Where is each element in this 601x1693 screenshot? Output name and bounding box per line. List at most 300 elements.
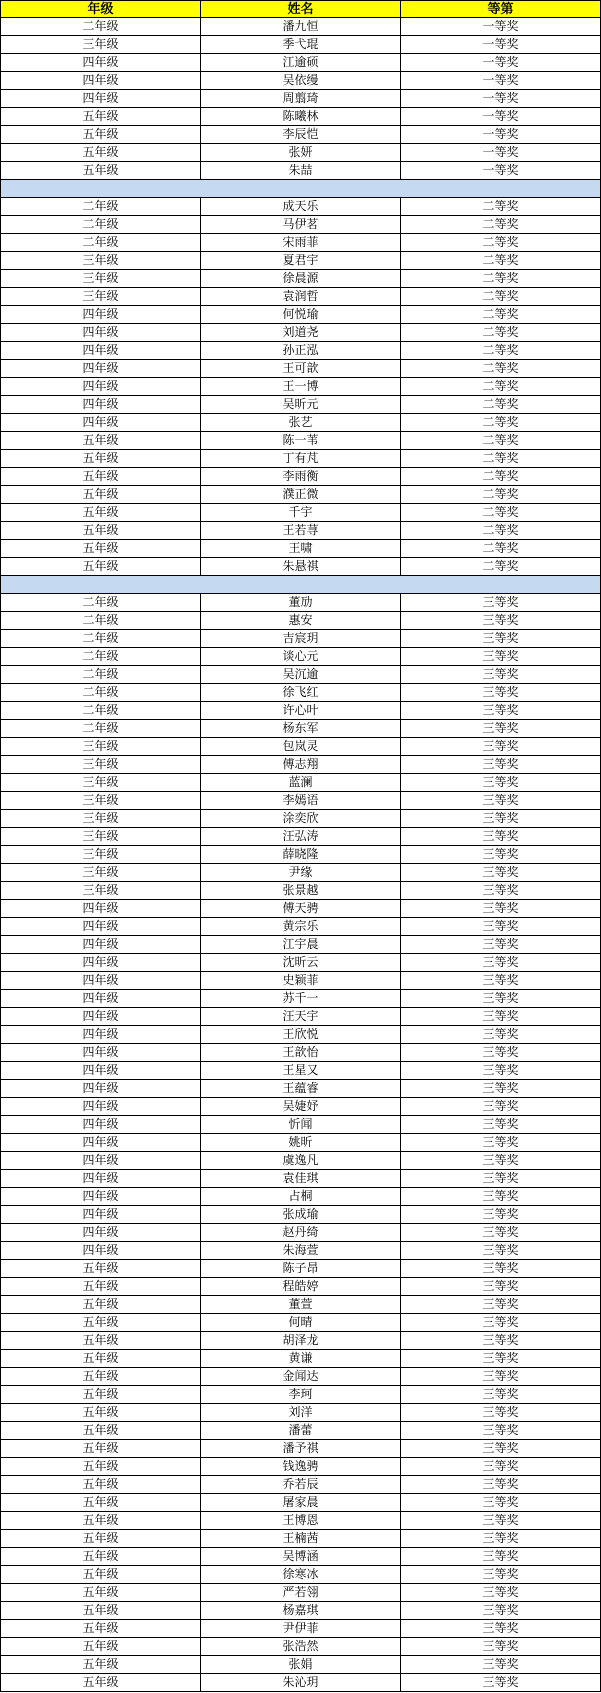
name-cell[interactable]: 许心叶 <box>200 702 400 719</box>
name-cell[interactable]: 丁有芃 <box>200 450 400 467</box>
grade-cell[interactable]: 四年级 <box>0 1098 200 1115</box>
grade-cell[interactable]: 四年级 <box>0 324 200 341</box>
award-cell[interactable]: 三等奖 <box>400 1512 601 1529</box>
grade-cell[interactable]: 五年级 <box>0 1512 200 1529</box>
table-row <box>0 558 601 576</box>
table-row <box>0 162 601 180</box>
award-cell[interactable]: 三等奖 <box>400 720 601 737</box>
award-cell[interactable]: 三等奖 <box>400 1350 601 1367</box>
grade-cell[interactable]: 五年级 <box>0 126 200 143</box>
award-cell[interactable]: 三等奖 <box>400 1116 601 1133</box>
name-cell[interactable]: 占桐 <box>200 1188 400 1205</box>
grade-cell[interactable]: 五年级 <box>0 1440 200 1457</box>
grade-cell[interactable]: 五年级 <box>0 1422 200 1439</box>
name-cell[interactable]: 尹伊菲 <box>200 1620 400 1637</box>
table-body <box>0 18 601 1692</box>
award-cell[interactable]: 三等奖 <box>400 1152 601 1169</box>
award-cell[interactable]: 三等奖 <box>400 1062 601 1079</box>
name-cell[interactable]: 潘蕾 <box>200 1422 400 1439</box>
award-cell[interactable]: 三等奖 <box>400 990 601 1007</box>
award-cell[interactable]: 一等奖 <box>400 126 601 143</box>
award-cell[interactable]: 三等奖 <box>400 1458 601 1475</box>
grade-cell[interactable]: 五年级 <box>0 1404 200 1421</box>
name-cell[interactable]: 吴博涵 <box>200 1548 400 1565</box>
award-cell[interactable]: 三等奖 <box>400 900 601 917</box>
grade-cell[interactable]: 五年级 <box>0 522 200 539</box>
name-cell[interactable]: 吴婕妤 <box>200 1098 400 1115</box>
award-cell[interactable]: 三等奖 <box>400 1368 601 1385</box>
name-cell[interactable]: 钱逸骋 <box>200 1458 400 1475</box>
grade-cell[interactable]: 四年级 <box>0 342 200 359</box>
name-cell[interactable]: 王一博 <box>200 378 400 395</box>
name-cell[interactable]: 千宇 <box>200 504 400 521</box>
grade-cell[interactable]: 四年级 <box>0 1224 200 1241</box>
table-row <box>0 900 601 918</box>
name-cell[interactable]: 谈心元 <box>200 648 400 665</box>
name-cell[interactable]: 朱喆 <box>200 162 400 179</box>
award-cell[interactable]: 三等奖 <box>400 1260 601 1277</box>
award-cell[interactable]: 三等奖 <box>400 1134 601 1151</box>
name-cell[interactable]: 王博恩 <box>200 1512 400 1529</box>
name-cell[interactable]: 涂奕欣 <box>200 810 400 827</box>
name-cell[interactable]: 杨嘉琪 <box>200 1602 400 1619</box>
name-cell[interactable]: 刘道尧 <box>200 324 400 341</box>
award-cell[interactable]: 三等奖 <box>400 1206 601 1223</box>
award-cell[interactable]: 三等奖 <box>400 972 601 989</box>
name-cell[interactable]: 胡泽龙 <box>200 1332 400 1349</box>
name-cell[interactable]: 杨东军 <box>200 720 400 737</box>
name-cell[interactable]: 张景越 <box>200 882 400 899</box>
grade-cell[interactable]: 二年级 <box>0 198 200 215</box>
header-award[interactable]: 等第 <box>400 1 601 17</box>
award-cell[interactable]: 三等奖 <box>400 1638 601 1655</box>
award-cell[interactable]: 三等奖 <box>400 648 601 665</box>
award-cell[interactable]: 三等奖 <box>400 1188 601 1205</box>
table-row <box>0 468 601 486</box>
award-cell[interactable]: 一等奖 <box>400 72 601 89</box>
grade-cell[interactable]: 五年级 <box>0 450 200 467</box>
award-cell[interactable]: 一等奖 <box>400 36 601 53</box>
grade-cell[interactable]: 四年级 <box>0 1026 200 1043</box>
grade-cell[interactable]: 四年级 <box>0 1170 200 1187</box>
grade-cell[interactable]: 三年级 <box>0 270 200 287</box>
grade-cell[interactable]: 三年级 <box>0 774 200 791</box>
grade-cell[interactable]: 五年级 <box>0 1260 200 1277</box>
table-row <box>0 1170 601 1188</box>
award-cell[interactable]: 二等奖 <box>400 216 601 233</box>
grade-cell[interactable]: 三年级 <box>0 738 200 755</box>
award-cell[interactable]: 三等奖 <box>400 882 601 899</box>
grade-cell[interactable]: 二年级 <box>0 720 200 737</box>
table-header-row <box>0 0 601 18</box>
grade-cell[interactable]: 四年级 <box>0 1062 200 1079</box>
grade-cell[interactable]: 三年级 <box>0 810 200 827</box>
award-cell[interactable]: 三等奖 <box>400 1566 601 1583</box>
award-cell[interactable]: 三等奖 <box>400 1602 601 1619</box>
grade-cell[interactable]: 五年级 <box>0 1386 200 1403</box>
award-cell[interactable]: 三等奖 <box>400 1404 601 1421</box>
name-cell[interactable]: 周翦琦 <box>200 90 400 107</box>
award-cell[interactable]: 三等奖 <box>400 1008 601 1025</box>
grade-cell[interactable]: 四年级 <box>0 1152 200 1169</box>
grade-cell[interactable]: 三年级 <box>0 36 200 53</box>
award-cell[interactable]: 三等奖 <box>400 918 601 935</box>
table-row <box>0 684 601 702</box>
name-cell[interactable]: 张成瑜 <box>200 1206 400 1223</box>
name-cell[interactable]: 乔若辰 <box>200 1476 400 1493</box>
grade-cell[interactable]: 五年级 <box>0 1332 200 1349</box>
grade-cell[interactable]: 三年级 <box>0 252 200 269</box>
award-cell[interactable]: 二等奖 <box>400 414 601 431</box>
award-cell[interactable]: 三等奖 <box>400 810 601 827</box>
award-cell[interactable]: 二等奖 <box>400 198 601 215</box>
grade-cell[interactable]: 五年级 <box>0 1476 200 1493</box>
name-cell[interactable]: 蓝澜 <box>200 774 400 791</box>
grade-cell[interactable]: 四年级 <box>0 1206 200 1223</box>
award-cell[interactable]: 二等奖 <box>400 342 601 359</box>
grade-cell[interactable]: 五年级 <box>0 558 200 575</box>
award-cell[interactable]: 三等奖 <box>400 1314 601 1331</box>
name-cell[interactable]: 苏千一 <box>200 990 400 1007</box>
award-cell[interactable]: 二等奖 <box>400 360 601 377</box>
grade-cell[interactable]: 四年级 <box>0 54 200 71</box>
award-cell[interactable]: 三等奖 <box>400 828 601 845</box>
name-cell[interactable]: 濮正微 <box>200 486 400 503</box>
award-cell[interactable]: 三等奖 <box>400 846 601 863</box>
name-cell[interactable]: 汪弘涛 <box>200 828 400 845</box>
award-cell[interactable]: 二等奖 <box>400 504 601 521</box>
name-cell[interactable]: 尹缘 <box>200 864 400 881</box>
name-cell[interactable]: 黄谦 <box>200 1350 400 1367</box>
name-cell[interactable]: 董萱 <box>200 1296 400 1313</box>
grade-cell[interactable]: 二年级 <box>0 666 200 683</box>
grade-cell[interactable]: 二年级 <box>0 594 200 611</box>
grade-cell[interactable]: 四年级 <box>0 1242 200 1259</box>
name-cell[interactable]: 吴依缦 <box>200 72 400 89</box>
section-separator <box>0 576 601 594</box>
grade-cell[interactable]: 四年级 <box>0 1116 200 1133</box>
name-cell[interactable]: 李辰恺 <box>200 126 400 143</box>
grade-cell[interactable]: 三年级 <box>0 792 200 809</box>
award-cell[interactable]: 三等奖 <box>400 1098 601 1115</box>
award-cell[interactable]: 三等奖 <box>400 1530 601 1547</box>
name-cell[interactable]: 赵丹绮 <box>200 1224 400 1241</box>
award-cell[interactable]: 三等奖 <box>400 1476 601 1493</box>
award-cell[interactable]: 二等奖 <box>400 522 601 539</box>
name-cell[interactable]: 江宇晨 <box>200 936 400 953</box>
award-cell[interactable]: 二等奖 <box>400 234 601 251</box>
award-cell[interactable]: 三等奖 <box>400 684 601 701</box>
name-cell[interactable]: 何晴 <box>200 1314 400 1331</box>
table-row <box>0 1368 601 1386</box>
name-cell[interactable]: 程皓婷 <box>200 1278 400 1295</box>
grade-cell[interactable]: 四年级 <box>0 1080 200 1097</box>
name-cell[interactable]: 成天乐 <box>200 198 400 215</box>
award-cell[interactable]: 三等奖 <box>400 1620 601 1637</box>
award-cell[interactable]: 三等奖 <box>400 702 601 719</box>
grade-cell[interactable]: 五年级 <box>0 162 200 179</box>
name-cell[interactable]: 徐寒冰 <box>200 1566 400 1583</box>
name-cell[interactable]: 季弋琨 <box>200 36 400 53</box>
name-cell[interactable]: 黄宗乐 <box>200 918 400 935</box>
name-cell[interactable]: 傅志翔 <box>200 756 400 773</box>
grade-cell[interactable]: 五年级 <box>0 1278 200 1295</box>
table-row <box>0 234 601 252</box>
name-cell[interactable]: 张艺 <box>200 414 400 431</box>
grade-cell[interactable]: 二年级 <box>0 648 200 665</box>
name-cell[interactable]: 朱悬祺 <box>200 558 400 575</box>
table-row <box>0 126 601 144</box>
award-cell[interactable]: 三等奖 <box>400 1242 601 1259</box>
name-cell[interactable]: 王啸 <box>200 540 400 557</box>
name-cell[interactable]: 王蕴睿 <box>200 1080 400 1097</box>
award-cell[interactable]: 一等奖 <box>400 54 601 71</box>
grade-cell[interactable]: 五年级 <box>0 1296 200 1313</box>
grade-cell[interactable]: 五年级 <box>0 540 200 557</box>
award-cell[interactable]: 三等奖 <box>400 936 601 953</box>
award-cell[interactable]: 三等奖 <box>400 1548 601 1565</box>
grade-cell[interactable]: 五年级 <box>0 1314 200 1331</box>
grade-cell[interactable]: 四年级 <box>0 306 200 323</box>
name-cell[interactable]: 陈子昂 <box>200 1260 400 1277</box>
name-cell[interactable]: 史颖菲 <box>200 972 400 989</box>
grade-cell[interactable]: 四年级 <box>0 990 200 1007</box>
name-cell[interactable]: 宋雨菲 <box>200 234 400 251</box>
grade-cell[interactable]: 三年级 <box>0 828 200 845</box>
grade-cell[interactable]: 三年级 <box>0 756 200 773</box>
grade-cell[interactable]: 二年级 <box>0 630 200 647</box>
grade-cell[interactable]: 二年级 <box>0 612 200 629</box>
award-cell[interactable]: 三等奖 <box>400 1440 601 1457</box>
grade-cell[interactable]: 二年级 <box>0 702 200 719</box>
award-cell[interactable]: 三等奖 <box>400 954 601 971</box>
grade-cell[interactable]: 四年级 <box>0 972 200 989</box>
award-cell[interactable]: 一等奖 <box>400 162 601 179</box>
name-cell[interactable]: 袁佳琪 <box>200 1170 400 1187</box>
grade-cell[interactable]: 五年级 <box>0 1656 200 1673</box>
header-name[interactable]: 姓名 <box>200 1 400 17</box>
award-cell[interactable]: 三等奖 <box>400 1332 601 1349</box>
grade-cell[interactable]: 五年级 <box>0 1548 200 1565</box>
award-cell[interactable]: 二等奖 <box>400 396 601 413</box>
grade-cell[interactable]: 二年级 <box>0 684 200 701</box>
name-cell[interactable]: 潘予祺 <box>200 1440 400 1457</box>
header-grade[interactable]: 年级 <box>0 1 200 17</box>
grade-cell[interactable]: 五年级 <box>0 1584 200 1601</box>
name-cell[interactable]: 刘洋 <box>200 1404 400 1421</box>
grade-cell[interactable]: 五年级 <box>0 1674 200 1691</box>
grade-cell[interactable]: 五年级 <box>0 1530 200 1547</box>
grade-cell[interactable]: 五年级 <box>0 144 200 161</box>
grade-cell[interactable]: 二年级 <box>0 234 200 251</box>
grade-cell[interactable]: 五年级 <box>0 486 200 503</box>
name-cell[interactable]: 惠安 <box>200 612 400 629</box>
name-cell[interactable]: 陈曦林 <box>200 108 400 125</box>
table-row <box>0 1008 601 1026</box>
award-cell[interactable]: 二等奖 <box>400 540 601 557</box>
award-cell[interactable]: 二等奖 <box>400 324 601 341</box>
name-cell[interactable]: 王楠茜 <box>200 1530 400 1547</box>
award-cell[interactable]: 三等奖 <box>400 1584 601 1601</box>
award-cell[interactable]: 一等奖 <box>400 18 601 35</box>
award-cell[interactable]: 一等奖 <box>400 90 601 107</box>
name-cell[interactable]: 虞逸凡 <box>200 1152 400 1169</box>
grade-cell[interactable]: 五年级 <box>0 504 200 521</box>
name-cell[interactable]: 孙正泓 <box>200 342 400 359</box>
grade-cell[interactable]: 四年级 <box>0 396 200 413</box>
name-cell[interactable]: 徐飞红 <box>200 684 400 701</box>
name-cell[interactable]: 王若荨 <box>200 522 400 539</box>
award-cell[interactable]: 二等奖 <box>400 306 601 323</box>
name-cell[interactable]: 潘九恒 <box>200 18 400 35</box>
award-cell[interactable]: 二等奖 <box>400 252 601 269</box>
table-row <box>0 1656 601 1674</box>
name-cell[interactable]: 包岚灵 <box>200 738 400 755</box>
award-cell[interactable]: 三等奖 <box>400 1296 601 1313</box>
award-cell[interactable]: 三等奖 <box>400 1278 601 1295</box>
grade-cell[interactable]: 三年级 <box>0 882 200 899</box>
table-row <box>0 1494 601 1512</box>
table-row <box>0 702 601 720</box>
award-cell[interactable]: 三等奖 <box>400 1044 601 1061</box>
name-cell[interactable]: 王可歆 <box>200 360 400 377</box>
award-cell[interactable]: 二等奖 <box>400 486 601 503</box>
name-cell[interactable]: 袁润哲 <box>200 288 400 305</box>
grade-cell[interactable]: 四年级 <box>0 414 200 431</box>
award-cell[interactable]: 三等奖 <box>400 792 601 809</box>
name-cell[interactable]: 王星又 <box>200 1062 400 1079</box>
name-cell[interactable]: 张娟 <box>200 1656 400 1673</box>
grade-cell[interactable]: 三年级 <box>0 846 200 863</box>
grade-cell[interactable]: 四年级 <box>0 360 200 377</box>
grade-cell[interactable]: 三年级 <box>0 288 200 305</box>
grade-cell[interactable]: 五年级 <box>0 1620 200 1637</box>
name-cell[interactable]: 朱海萱 <box>200 1242 400 1259</box>
award-cell[interactable]: 二等奖 <box>400 558 601 575</box>
grade-cell[interactable]: 四年级 <box>0 378 200 395</box>
name-cell[interactable]: 董劢 <box>200 594 400 611</box>
name-cell[interactable]: 严若翎 <box>200 1584 400 1601</box>
award-cell[interactable]: 二等奖 <box>400 450 601 467</box>
grade-cell[interactable]: 五年级 <box>0 1638 200 1655</box>
grade-cell[interactable]: 五年级 <box>0 1602 200 1619</box>
name-cell[interactable]: 张妍 <box>200 144 400 161</box>
name-cell[interactable]: 王欣悦 <box>200 1026 400 1043</box>
name-cell[interactable]: 汪天宇 <box>200 1008 400 1025</box>
name-cell[interactable]: 吴沉逾 <box>200 666 400 683</box>
name-cell[interactable]: 沈昕云 <box>200 954 400 971</box>
grade-cell[interactable]: 四年级 <box>0 90 200 107</box>
grade-cell[interactable]: 四年级 <box>0 936 200 953</box>
award-cell[interactable]: 二等奖 <box>400 270 601 287</box>
grade-cell[interactable]: 五年级 <box>0 1458 200 1475</box>
name-cell[interactable]: 傅天骋 <box>200 900 400 917</box>
award-cell[interactable]: 三等奖 <box>400 864 601 881</box>
award-cell[interactable]: 二等奖 <box>400 288 601 305</box>
table-row <box>0 810 601 828</box>
award-cell[interactable]: 三等奖 <box>400 1674 601 1691</box>
table-row <box>0 1638 601 1656</box>
name-cell[interactable]: 薛晓隆 <box>200 846 400 863</box>
name-cell[interactable]: 李嫣语 <box>200 792 400 809</box>
table-row <box>0 1116 601 1134</box>
name-cell[interactable]: 陈一苇 <box>200 432 400 449</box>
grade-cell[interactable]: 三年级 <box>0 864 200 881</box>
table-row <box>0 1404 601 1422</box>
name-cell[interactable]: 徐晨源 <box>200 270 400 287</box>
award-cell[interactable]: 三等奖 <box>400 594 601 611</box>
award-cell[interactable]: 三等奖 <box>400 1422 601 1439</box>
name-cell[interactable]: 李雨衡 <box>200 468 400 485</box>
grade-cell[interactable]: 四年级 <box>0 1008 200 1025</box>
grade-cell[interactable]: 五年级 <box>0 1494 200 1511</box>
name-cell[interactable]: 王歆怡 <box>200 1044 400 1061</box>
grade-cell[interactable]: 四年级 <box>0 918 200 935</box>
grade-cell[interactable]: 五年级 <box>0 108 200 125</box>
grade-cell[interactable]: 四年级 <box>0 1134 200 1151</box>
grade-cell[interactable]: 二年级 <box>0 18 200 35</box>
grade-cell[interactable]: 四年级 <box>0 954 200 971</box>
grade-cell[interactable]: 五年级 <box>0 1368 200 1385</box>
table-row <box>0 1674 601 1692</box>
award-cell[interactable]: 三等奖 <box>400 756 601 773</box>
name-cell[interactable]: 江逾硕 <box>200 54 400 71</box>
award-cell[interactable]: 三等奖 <box>400 1026 601 1043</box>
award-cell[interactable]: 三等奖 <box>400 612 601 629</box>
award-cell[interactable]: 三等奖 <box>400 1224 601 1241</box>
award-cell[interactable]: 三等奖 <box>400 1386 601 1403</box>
name-cell[interactable]: 金闻达 <box>200 1368 400 1385</box>
name-cell[interactable]: 夏君宇 <box>200 252 400 269</box>
table-row <box>0 882 601 900</box>
award-cell[interactable]: 三等奖 <box>400 1080 601 1097</box>
table-row <box>0 720 601 738</box>
grade-cell[interactable]: 四年级 <box>0 900 200 917</box>
grade-cell[interactable]: 四年级 <box>0 1188 200 1205</box>
award-cell[interactable]: 三等奖 <box>400 1656 601 1673</box>
name-cell[interactable]: 忻闻 <box>200 1116 400 1133</box>
name-cell[interactable]: 张浩然 <box>200 1638 400 1655</box>
award-cell[interactable]: 三等奖 <box>400 1494 601 1511</box>
grade-cell[interactable]: 五年级 <box>0 468 200 485</box>
award-cell[interactable]: 三等奖 <box>400 738 601 755</box>
name-cell[interactable]: 吉宸玥 <box>200 630 400 647</box>
name-cell[interactable]: 吴昕元 <box>200 396 400 413</box>
grade-cell[interactable]: 五年级 <box>0 432 200 449</box>
award-cell[interactable]: 二等奖 <box>400 468 601 485</box>
name-cell[interactable]: 屠家晨 <box>200 1494 400 1511</box>
award-cell[interactable]: 三等奖 <box>400 630 601 647</box>
name-cell[interactable]: 朱沁玥 <box>200 1674 400 1691</box>
name-cell[interactable]: 马伊茗 <box>200 216 400 233</box>
award-cell[interactable]: 三等奖 <box>400 1170 601 1187</box>
award-cell[interactable]: 三等奖 <box>400 666 601 683</box>
name-cell[interactable]: 何悦瑜 <box>200 306 400 323</box>
award-cell[interactable]: 二等奖 <box>400 378 601 395</box>
grade-cell[interactable]: 二年级 <box>0 216 200 233</box>
grade-cell[interactable]: 五年级 <box>0 1350 200 1367</box>
table-row <box>0 990 601 1008</box>
name-cell[interactable]: 李珂 <box>200 1386 400 1403</box>
award-cell[interactable]: 一等奖 <box>400 144 601 161</box>
grade-cell[interactable]: 五年级 <box>0 1566 200 1583</box>
grade-cell[interactable]: 四年级 <box>0 72 200 89</box>
grade-cell[interactable]: 四年级 <box>0 1044 200 1061</box>
award-cell[interactable]: 三等奖 <box>400 774 601 791</box>
name-cell[interactable]: 姚昕 <box>200 1134 400 1151</box>
award-cell[interactable]: 一等奖 <box>400 108 601 125</box>
award-cell[interactable]: 二等奖 <box>400 432 601 449</box>
